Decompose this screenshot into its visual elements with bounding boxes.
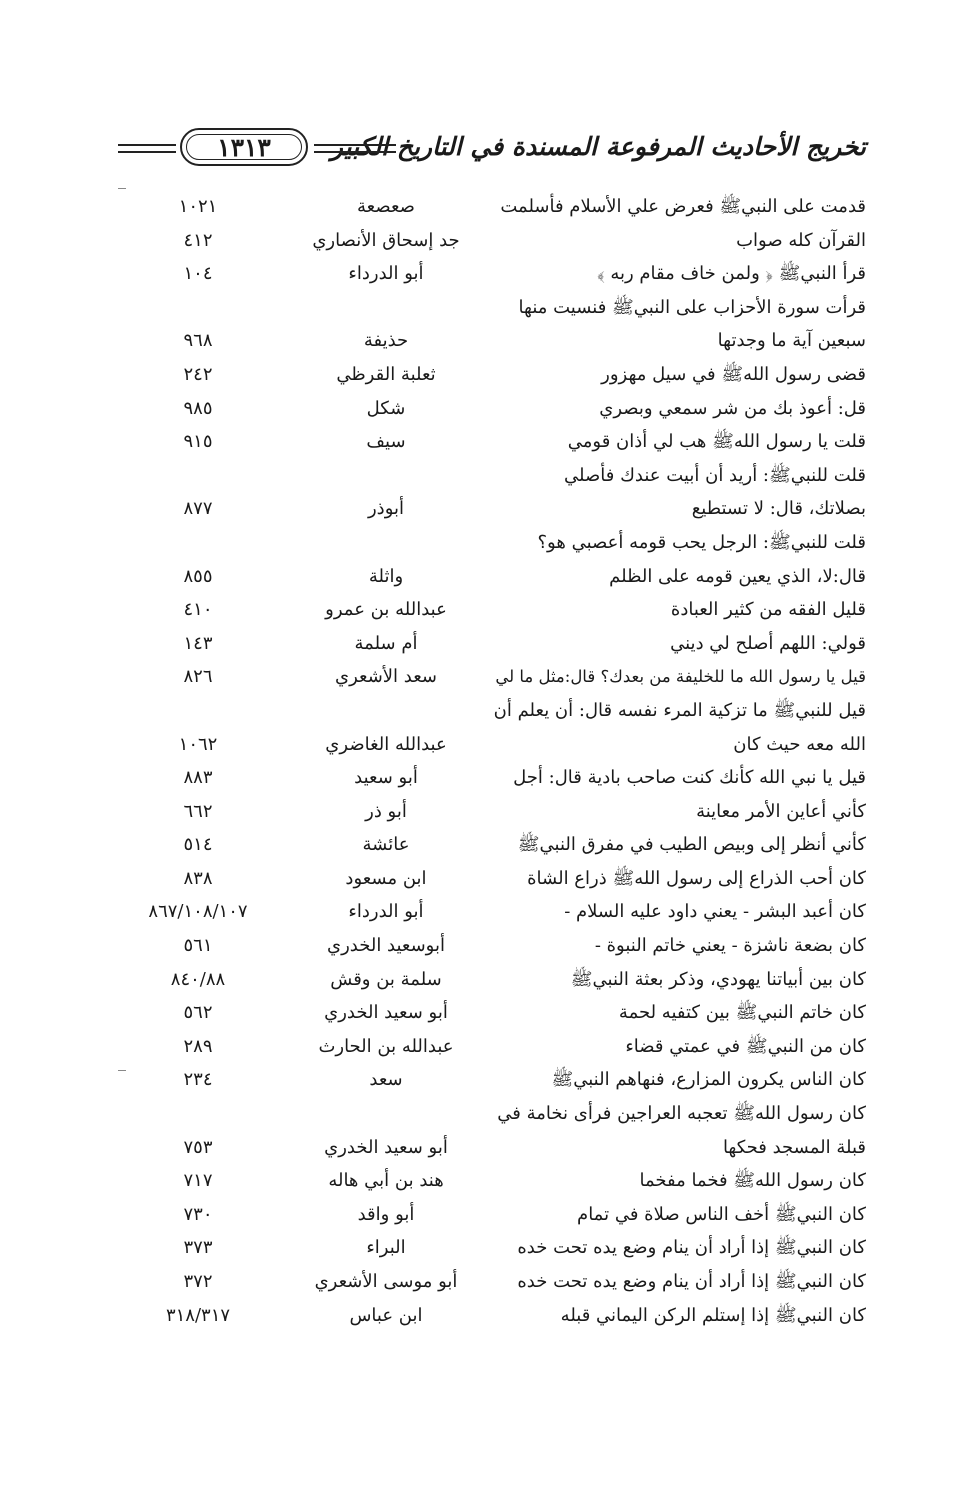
hadith-number: ٣٧٢ [183,1271,213,1292]
table-row [118,190,866,224]
hadith-number: ٨٧٧ [183,498,213,520]
narrator-name: جد إسحاق الأنصاري [312,229,460,251]
narrator-name: عبدالله الغاضري [325,733,447,755]
margin-mark [118,188,126,189]
narrator-name: سلمة بن وقش [330,968,442,990]
hadith-number: ٨٥٥ [183,565,213,587]
hadith-number: ٨٣٨ [183,867,213,889]
hadith-text: قضى رسول اللهﷺ في سيل مهزور [601,363,866,385]
hadith-text: كان من النبيﷺ في عمتي قضاء [625,1035,866,1057]
table-row [118,761,866,795]
hadith-text: كان بين أبياتنا يهودي، وذكر بعثة النبيﷺ [570,968,866,990]
narrator-name: البراء [366,1237,406,1259]
narrator-name: سعد [369,1069,403,1091]
hadith-number: ٤١٢ [183,229,213,251]
hadith-text: كان الناس يكرون المزارع، فنهاهم النبيﷺ [551,1069,866,1091]
hadith-number: ٥٦١ [183,935,213,957]
narrator-name: أبو الدرداء [348,263,424,285]
narrator-name: واثلة [368,565,404,587]
hadith-number: ٨٤٠/٨٨ [170,968,226,990]
table-row [118,862,866,896]
narrator-name: هند بن أبي هاله [328,1170,444,1192]
narrator-name: أبوسعيد الخدري [326,935,445,957]
hadith-number: ٢٨٩ [183,1035,213,1057]
narrator-name: حذيفة [363,330,409,352]
hadith-text: قليل الفقه من كثير العبادة [670,599,866,621]
hadith-number: ١٠٦٢ [178,733,218,755]
table-row [118,593,866,627]
narrator-name: صعصعة [357,196,415,217]
table-row [118,728,866,762]
margin-mark [118,1070,126,1071]
hadith-number: ١٠٢١ [178,196,218,217]
hadith-text: كان رسول اللهﷺ تعجبه العراجين فرأى نخامة في [497,1103,866,1125]
narrator-name: سيف [366,431,406,453]
narrator-name: سعد الأشعري [335,666,437,688]
hadith-text: كان النبيﷺ إذا أراد أن ينام وضع يده تحت خده [517,1271,866,1292]
hadith-text: قرأ النبيﷺ ﴿ ولمن خاف مقام ربه ﴾ [597,263,866,285]
hadith-number: ٧٥٣ [183,1136,213,1158]
narrator-name: أبو ذر [365,800,407,822]
narrator-name: أبو سعيد الخدري [324,1002,448,1024]
narrator-name: ابن عباس [349,1304,423,1326]
narrator-name: شكل [366,397,406,419]
hadith-text: القرآن كله صواب [736,229,866,251]
hadith-number: ٢٤٢ [183,363,213,385]
narrator-name: أبو سعيد الخدري [324,1136,448,1158]
hadith-number: ١٠٤ [183,263,213,285]
table-row [118,1164,866,1198]
table-row [118,1299,866,1333]
narrator-name: أبو موسى الأشعري [314,1271,458,1292]
table-row [118,795,866,829]
hadith-text: كان أعبد البشر - يعني داود عليه السلام - [564,901,866,923]
table-row [118,425,866,459]
hadith-number: ١٤٣ [183,632,213,654]
table-row [118,963,866,997]
hadith-text: كان أحب الذراع إلى رسول اللهﷺ ذراع الشاة [527,867,866,889]
hadith-number: ٦٦٢ [183,800,213,822]
hadith-number: ٥٦٢ [183,1002,213,1024]
table-row [118,1131,866,1165]
table-row [118,660,866,694]
hadith-index-table [118,190,866,1332]
hadith-text: قبلة المسجد فحكها [722,1136,866,1158]
table-row [118,324,866,358]
hadith-text: قولي: اللهم أصلح لي ديني [670,632,866,654]
hadith-text: قال:لا، الذي يعين قومه على الظلم [609,565,866,587]
page-number: ١٣١٣ [217,132,271,162]
table-row [118,694,866,728]
hadith-number: ٨٢٦ [183,666,213,688]
table-row [118,257,866,291]
hadith-text: كأني أعاين الأمر معاينة [696,800,866,822]
hadith-number: ٧١٧ [183,1170,213,1192]
hadith-text: كان النبيﷺ إذا أراد أن ينام وضع يده تحت خده [517,1237,866,1259]
hadith-text: كان رسول اللهﷺ فخما مفخما [639,1170,866,1192]
narrator-name: أبوذر [367,498,405,520]
table-row [118,291,866,325]
table-row [118,224,866,258]
table-row [118,1265,866,1299]
hadith-number: ٩٨٥ [183,397,213,419]
hadith-text: قلت للنبيﷺ: أريد أن أبيت عندك فأصلي [564,464,866,486]
hadith-number: ٨٦٧/١٠٨/١٠٧ [148,901,248,923]
hadith-number: ٨٨٣ [183,767,213,789]
table-row [118,929,866,963]
hadith-text: كان خاتم النبيﷺ بين كتفيه لحمة [618,1002,866,1024]
narrator-name: أم سلمة [354,632,418,654]
table-row [118,392,866,426]
hadith-text: قل: أعوذ بك من شر سمعي وبصري [599,397,866,419]
table-row [118,358,866,392]
hadith-text: بصلاتك، قال: لا تستطيع [691,498,866,520]
narrator-name: ثعلبة القرظي [336,363,436,385]
hadith-number: ٥١٤ [183,834,213,856]
table-row [118,1198,866,1232]
hadith-text: قيل للنبيﷺ ما تزكية المرء نفسه قال: أن يعلم أن [493,699,866,721]
hadith-number: ٣٧٣ [183,1237,213,1259]
hadith-text: قدمت على النبيﷺ فعرض علي الأسلام فأسلمت [500,196,866,217]
table-row [118,1030,866,1064]
header-rule [314,144,396,153]
hadith-text: قلت يا رسول اللهﷺ هب لي أذان قومي [567,431,866,453]
table-row [118,1063,866,1097]
hadith-text: الله معه حيث كان [733,733,866,755]
table-row [118,459,866,493]
narrator-name: أبو سعيد [354,767,418,789]
hadith-text: كان النبيﷺ إذا إستلم الركن اليماني قبله [560,1304,866,1326]
narrator-name: عبدالله بن الحارث [318,1035,454,1057]
table-row [118,1231,866,1265]
hadith-number: ٩٦٨ [183,330,213,352]
running-title: تخريج الأحاديث المرفوعة المسندة في التاريخ الكبير [330,132,866,161]
narrator-name: ابن مسعود [345,867,427,889]
hadith-text: قرأت سورة الأحزاب على النبيﷺ فنسيت منها [518,296,866,318]
table-row [118,627,866,661]
table-row [118,895,866,929]
table-row [118,828,866,862]
header-rule-left [118,144,176,153]
table-row [118,1097,866,1131]
hadith-text: كان بضعة ناشزة - يعني خاتم النبوة - [594,935,866,957]
narrator-name: عبدالله بن عمرو [325,599,447,621]
hadith-number: ٢٣٤ [183,1069,213,1091]
hadith-text: سبعين آية ما وجدتها [717,330,866,352]
table-row [118,492,866,526]
hadith-text: قلت للنبيﷺ: الرجل يحب قومه أعصبي هو؟ [537,531,866,553]
page-number-badge [180,128,308,166]
hadith-text: كان النبيﷺ أخف الناس صلاة في تمام [577,1203,866,1225]
hadith-text: قيل يا نبي الله كأنك كنت صاحب بادية قال: أجل [513,767,866,789]
hadith-text: قيل يا رسول الله ما للخليفة من بعدك؟ قال:مثل ما لي [495,667,866,687]
narrator-name: عائشة [362,834,410,856]
table-row [118,996,866,1030]
hadith-number: ٩١٥ [183,431,213,453]
hadith-text: كأني أنظر إلى وبيص الطيب في مفرق النبيﷺ [517,834,866,856]
narrator-name: أبو واقد [357,1203,415,1225]
hadith-number: ٧٣٠ [183,1203,213,1225]
table-row [118,526,866,560]
hadith-number: ٤١٠ [183,599,213,621]
page-header [118,128,866,172]
narrator-name: أبو الدرداء [348,901,424,923]
hadith-number: ٣١٨/٣١٧ [165,1304,231,1326]
table-row [118,560,866,594]
